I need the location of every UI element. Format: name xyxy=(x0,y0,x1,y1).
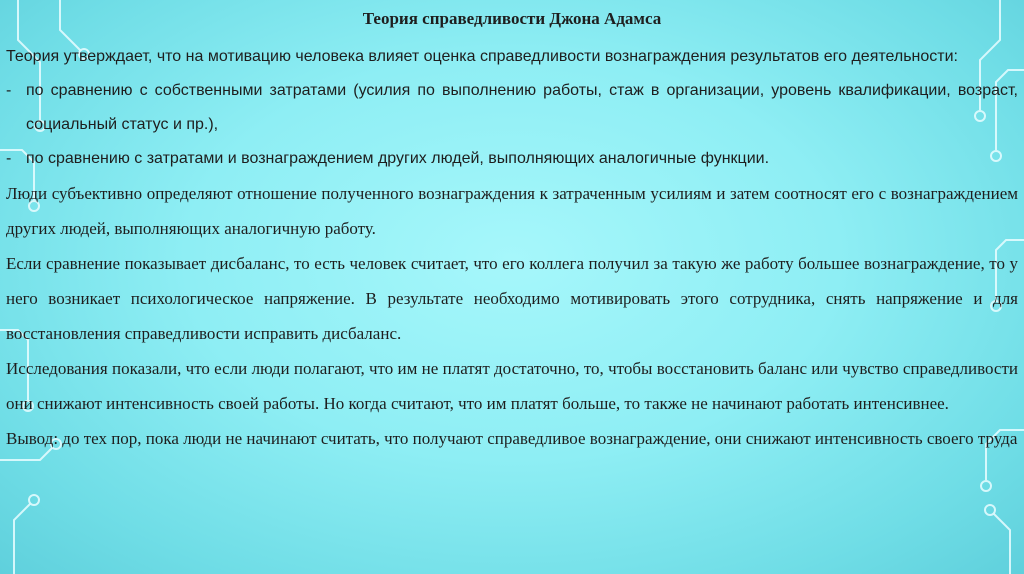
paragraph-conclusion: Вывод: до тех пор, пока люди не начинают считать, что получают справедливое вознаграждение, они снижают интенсивность своего труда xyxy=(6,429,1018,448)
slide-title: Теория справедливости Джона Адамса xyxy=(362,9,662,28)
paragraph-research: Исследования показали, что если люди полагают, что им не платят достаточно, то, чтобы восстановить баланс или чувство справедливости они снижают интенсивность своей работы. Но когда считают, что им платят больше, то также не начинают работать интенсивнее. xyxy=(6,359,1018,413)
paragraph-comparison: Люди субъективно определяют отношение полученного вознаграждения к затраченным усилиям и затем соотносят его с вознаграждением других людей, выполняющих аналогичную работу. xyxy=(6,184,1018,238)
bullet-text: по сравнению с собственными затратами (усилия по выполнению работы, стаж в организации, уровень квалификации, возраст, социальный статус и пр.), xyxy=(26,82,1018,133)
bullet-item-2 xyxy=(6,142,1018,176)
bullet-item-1 xyxy=(6,74,1018,142)
slide-content xyxy=(6,8,1018,456)
bullet-text: по сравнению с затратами и вознаграждением других людей, выполняющих аналогичные функции. xyxy=(26,150,770,167)
bullet-dash: - xyxy=(6,82,12,99)
intro-paragraph: Теория утверждает, что на мотивацию человека влияет оценка справедливости вознаграждения результатов его деятельности: xyxy=(6,48,958,65)
paragraph-imbalance: Если сравнение показывает дисбаланс, то есть человек считает, что его коллега получил за такую же работу большее вознаграждение, то у него возникает психологическое напряжение. В результате необходимо мотивировать этого сотрудника, снять напряжение и для восстановления справедливости исправить дисбаланс. xyxy=(6,254,1018,343)
bullet-dash: - xyxy=(6,150,12,167)
